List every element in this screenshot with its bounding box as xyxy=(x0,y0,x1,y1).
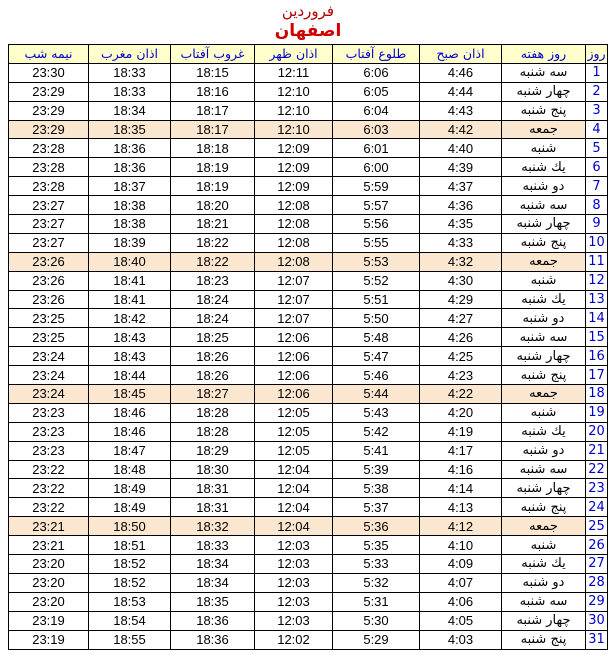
cell-midnight: 23:21 xyxy=(9,517,89,536)
cell-day: 15 xyxy=(586,328,608,347)
header-day: روز xyxy=(587,46,606,62)
cell-sunset: 18:34 xyxy=(171,573,255,592)
cell-midnight: 23:25 xyxy=(9,309,89,328)
cell-weekday: چهار شنبه xyxy=(502,215,586,234)
cell-sunset: 18:36 xyxy=(171,630,255,649)
cell-maghrib: 18:52 xyxy=(89,573,171,592)
table-row xyxy=(9,158,608,177)
cell-sunset: 18:26 xyxy=(171,347,255,366)
cell-weekday: يك شنبه xyxy=(502,555,586,574)
cell-sunset: 18:17 xyxy=(171,101,255,120)
cell-sunrise: 5:42 xyxy=(333,422,420,441)
cell-dhuhr: 12:09 xyxy=(255,158,333,177)
cell-sunrise: 6:01 xyxy=(333,139,420,158)
cell-midnight: 23:29 xyxy=(9,82,89,101)
table-row xyxy=(9,479,608,498)
cell-sunset: 18:28 xyxy=(171,403,255,422)
cell-maghrib: 18:35 xyxy=(89,120,171,139)
cell-sunrise: 5:56 xyxy=(333,215,420,234)
cell-fajr: 4:03 xyxy=(420,630,502,649)
cell-day: 10 xyxy=(586,233,608,252)
cell-maghrib: 18:33 xyxy=(89,82,171,101)
cell-weekday: چهار شنبه xyxy=(502,611,586,630)
cell-midnight: 23:26 xyxy=(9,271,89,290)
table-row xyxy=(9,441,608,460)
cell-day: 1 xyxy=(586,63,608,82)
cell-midnight: 23:22 xyxy=(9,498,89,517)
cell-maghrib: 18:51 xyxy=(89,536,171,555)
cell-maghrib: 18:38 xyxy=(89,215,171,234)
cell-fajr: 4:29 xyxy=(420,290,502,309)
cell-weekday: دو شنبه xyxy=(502,177,586,196)
cell-sunset: 18:29 xyxy=(171,441,255,460)
cell-sunrise: 5:32 xyxy=(333,573,420,592)
cell-fajr: 4:12 xyxy=(420,517,502,536)
cell-fajr: 4:43 xyxy=(420,101,502,120)
cell-day: 7 xyxy=(586,177,608,196)
header-midnight: نیمه شب xyxy=(9,45,89,64)
cell-weekday: دو شنبه xyxy=(502,309,586,328)
cell-dhuhr: 12:03 xyxy=(255,555,333,574)
cell-weekday: سه شنبه xyxy=(502,460,586,479)
cell-weekday: جمعه xyxy=(502,252,586,271)
cell-day: 5 xyxy=(586,139,608,158)
table-row xyxy=(9,460,608,479)
cell-sunrise: 5:33 xyxy=(333,555,420,574)
cell-maghrib: 18:48 xyxy=(89,460,171,479)
cell-weekday: پنج شنبه xyxy=(502,233,586,252)
cell-dhuhr: 12:06 xyxy=(255,328,333,347)
cell-midnight: 23:19 xyxy=(9,611,89,630)
cell-weekday: سه شنبه xyxy=(502,592,586,611)
cell-maghrib: 18:36 xyxy=(89,158,171,177)
cell-fajr: 4:25 xyxy=(420,347,502,366)
cell-dhuhr: 12:06 xyxy=(255,366,333,385)
cell-midnight: 23:24 xyxy=(9,347,89,366)
cell-maghrib: 18:33 xyxy=(89,63,171,82)
table-row xyxy=(9,63,608,82)
cell-day: 22 xyxy=(586,460,608,479)
header-weekday: روز هفته xyxy=(502,45,586,64)
cell-sunrise: 5:52 xyxy=(333,271,420,290)
cell-sunrise: 5:29 xyxy=(333,630,420,649)
cell-sunset: 18:19 xyxy=(171,158,255,177)
cell-midnight: 23:22 xyxy=(9,460,89,479)
cell-maghrib: 18:55 xyxy=(89,630,171,649)
table-row xyxy=(9,82,608,101)
table-row xyxy=(9,233,608,252)
table-body xyxy=(9,63,608,649)
cell-day: 4 xyxy=(586,120,608,139)
table-row xyxy=(9,101,608,120)
table-row xyxy=(9,385,608,404)
cell-maghrib: 18:45 xyxy=(89,385,171,404)
cell-sunrise: 5:43 xyxy=(333,403,420,422)
cell-weekday: سه شنبه xyxy=(502,63,586,82)
cell-dhuhr: 12:03 xyxy=(255,536,333,555)
cell-fajr: 4:30 xyxy=(420,271,502,290)
cell-sunrise: 5:44 xyxy=(333,385,420,404)
cell-maghrib: 18:38 xyxy=(89,196,171,215)
cell-sunrise: 6:04 xyxy=(333,101,420,120)
cell-maghrib: 18:37 xyxy=(89,177,171,196)
cell-weekday: سه شنبه xyxy=(502,328,586,347)
table-row xyxy=(9,347,608,366)
cell-fajr: 4:07 xyxy=(420,573,502,592)
cell-day: 14 xyxy=(586,309,608,328)
cell-sunrise: 5:46 xyxy=(333,366,420,385)
cell-weekday: شنبه xyxy=(502,139,586,158)
cell-day: 30 xyxy=(586,611,608,630)
cell-sunrise: 5:30 xyxy=(333,611,420,630)
cell-midnight: 23:24 xyxy=(9,385,89,404)
cell-sunrise: 5:48 xyxy=(333,328,420,347)
table-row xyxy=(9,366,608,385)
cell-fajr: 4:32 xyxy=(420,252,502,271)
cell-fajr: 4:42 xyxy=(420,120,502,139)
cell-sunrise: 5:50 xyxy=(333,309,420,328)
cell-midnight: 23:29 xyxy=(9,120,89,139)
header-fajr: اذان صبح xyxy=(420,45,502,64)
cell-midnight: 23:27 xyxy=(9,215,89,234)
cell-fajr: 4:17 xyxy=(420,441,502,460)
cell-fajr: 4:44 xyxy=(420,82,502,101)
cell-weekday: پنج شنبه xyxy=(502,498,586,517)
cell-maghrib: 18:49 xyxy=(89,498,171,517)
table-row xyxy=(9,139,608,158)
cell-weekday: يك شنبه xyxy=(502,290,586,309)
table-row xyxy=(9,422,608,441)
cell-maghrib: 18:36 xyxy=(89,139,171,158)
cell-sunset: 18:25 xyxy=(171,328,255,347)
cell-day: 2 xyxy=(586,82,608,101)
cell-dhuhr: 12:09 xyxy=(255,177,333,196)
cell-sunrise: 5:36 xyxy=(333,517,420,536)
cell-fajr: 4:20 xyxy=(420,403,502,422)
cell-maghrib: 18:41 xyxy=(89,290,171,309)
month-title: فروردین xyxy=(281,2,335,20)
cell-sunrise: 5:59 xyxy=(333,177,420,196)
table-row xyxy=(9,611,608,630)
table-row xyxy=(9,630,608,649)
cell-day: 25 xyxy=(586,517,608,536)
cell-maghrib: 18:43 xyxy=(89,328,171,347)
cell-sunset: 18:30 xyxy=(171,460,255,479)
cell-midnight: 23:25 xyxy=(9,328,89,347)
cell-midnight: 23:23 xyxy=(9,441,89,460)
cell-midnight: 23:27 xyxy=(9,233,89,252)
cell-fajr: 4:05 xyxy=(420,611,502,630)
cell-sunrise: 5:57 xyxy=(333,196,420,215)
cell-dhuhr: 12:04 xyxy=(255,498,333,517)
cell-dhuhr: 12:04 xyxy=(255,479,333,498)
table-row xyxy=(9,252,608,271)
cell-weekday: سه شنبه xyxy=(502,196,586,215)
cell-sunrise: 5:31 xyxy=(333,592,420,611)
cell-day: 27 xyxy=(586,555,608,574)
cell-dhuhr: 12:08 xyxy=(255,233,333,252)
cell-sunset: 18:34 xyxy=(171,555,255,574)
cell-weekday: جمعه xyxy=(502,120,586,139)
cell-sunset: 18:24 xyxy=(171,290,255,309)
cell-day: 3 xyxy=(586,101,608,120)
cell-sunrise: 5:53 xyxy=(333,252,420,271)
cell-sunrise: 5:41 xyxy=(333,441,420,460)
table-row xyxy=(9,536,608,555)
cell-dhuhr: 12:08 xyxy=(255,215,333,234)
cell-weekday: يك شنبه xyxy=(502,158,586,177)
cell-fajr: 4:46 xyxy=(420,63,502,82)
cell-dhuhr: 12:05 xyxy=(255,403,333,422)
cell-sunset: 18:23 xyxy=(171,271,255,290)
cell-fajr: 4:40 xyxy=(420,139,502,158)
cell-fajr: 4:06 xyxy=(420,592,502,611)
cell-weekday: چهار شنبه xyxy=(502,479,586,498)
cell-day: 29 xyxy=(586,592,608,611)
cell-sunrise: 5:55 xyxy=(333,233,420,252)
cell-dhuhr: 12:07 xyxy=(255,290,333,309)
cell-sunset: 18:17 xyxy=(171,120,255,139)
cell-weekday: جمعه xyxy=(502,517,586,536)
cell-midnight: 23:22 xyxy=(9,479,89,498)
cell-day: 16 xyxy=(586,347,608,366)
cell-maghrib: 18:53 xyxy=(89,592,171,611)
cell-sunset: 18:35 xyxy=(171,592,255,611)
table-header-row xyxy=(9,45,608,64)
cell-fajr: 4:16 xyxy=(420,460,502,479)
cell-weekday: چهار شنبه xyxy=(502,82,586,101)
cell-fajr: 4:27 xyxy=(420,309,502,328)
cell-sunset: 18:26 xyxy=(171,366,255,385)
cell-dhuhr: 12:10 xyxy=(255,82,333,101)
table-row xyxy=(9,403,608,422)
cell-fajr: 4:13 xyxy=(420,498,502,517)
cell-weekday: دو شنبه xyxy=(502,441,586,460)
cell-midnight: 23:27 xyxy=(9,196,89,215)
cell-dhuhr: 12:04 xyxy=(255,460,333,479)
cell-midnight: 23:28 xyxy=(9,139,89,158)
cell-maghrib: 18:49 xyxy=(89,479,171,498)
cell-dhuhr: 12:02 xyxy=(255,630,333,649)
table-row xyxy=(9,177,608,196)
cell-day: 19 xyxy=(586,403,608,422)
cell-midnight: 23:20 xyxy=(9,592,89,611)
cell-dhuhr: 12:03 xyxy=(255,592,333,611)
cell-sunset: 18:22 xyxy=(171,233,255,252)
table-row xyxy=(9,290,608,309)
cell-dhuhr: 12:05 xyxy=(255,422,333,441)
cell-midnight: 23:19 xyxy=(9,630,89,649)
cell-sunrise: 5:39 xyxy=(333,460,420,479)
prayer-times-table xyxy=(8,44,608,650)
table-row xyxy=(9,120,608,139)
header-maghrib: اذان مغرب xyxy=(89,45,171,64)
cell-fajr: 4:23 xyxy=(420,366,502,385)
table-row xyxy=(9,328,608,347)
cell-maghrib: 18:41 xyxy=(89,271,171,290)
cell-sunset: 18:15 xyxy=(171,63,255,82)
cell-sunset: 18:16 xyxy=(171,82,255,101)
cell-day: 13 xyxy=(586,290,608,309)
cell-day: 23 xyxy=(586,479,608,498)
cell-dhuhr: 12:04 xyxy=(255,517,333,536)
cell-midnight: 23:30 xyxy=(9,63,89,82)
cell-maghrib: 18:46 xyxy=(89,403,171,422)
cell-sunrise: 6:05 xyxy=(333,82,420,101)
cell-maghrib: 18:47 xyxy=(89,441,171,460)
cell-weekday: دو شنبه xyxy=(502,573,586,592)
cell-fajr: 4:39 xyxy=(420,158,502,177)
cell-sunset: 18:24 xyxy=(171,309,255,328)
table-row xyxy=(9,555,608,574)
cell-sunrise: 5:51 xyxy=(333,290,420,309)
cell-sunrise: 6:00 xyxy=(333,158,420,177)
cell-weekday: يك شنبه xyxy=(502,422,586,441)
cell-day: 31 xyxy=(586,630,608,649)
cell-midnight: 23:28 xyxy=(9,158,89,177)
table-row xyxy=(9,309,608,328)
cell-midnight: 23:20 xyxy=(9,573,89,592)
cell-midnight: 23:24 xyxy=(9,366,89,385)
cell-sunset: 18:31 xyxy=(171,498,255,517)
cell-midnight: 23:21 xyxy=(9,536,89,555)
cell-fajr: 4:33 xyxy=(420,233,502,252)
cell-sunset: 18:20 xyxy=(171,196,255,215)
cell-weekday: شنبه xyxy=(502,403,586,422)
cell-dhuhr: 12:10 xyxy=(255,101,333,120)
cell-dhuhr: 12:07 xyxy=(255,309,333,328)
cell-maghrib: 18:34 xyxy=(89,101,171,120)
cell-weekday: پنج شنبه xyxy=(502,630,586,649)
cell-maghrib: 18:42 xyxy=(89,309,171,328)
cell-weekday: شنبه xyxy=(502,536,586,555)
cell-weekday: جمعه xyxy=(502,385,586,404)
cell-maghrib: 18:39 xyxy=(89,233,171,252)
cell-sunset: 18:33 xyxy=(171,536,255,555)
cell-sunrise: 6:03 xyxy=(333,120,420,139)
cell-day: 24 xyxy=(586,498,608,517)
cell-sunrise: 5:38 xyxy=(333,479,420,498)
table-row xyxy=(9,498,608,517)
cell-dhuhr: 12:03 xyxy=(255,573,333,592)
cell-day: 18 xyxy=(586,385,608,404)
cell-dhuhr: 12:07 xyxy=(255,271,333,290)
cell-day: 20 xyxy=(586,422,608,441)
cell-dhuhr: 12:06 xyxy=(255,347,333,366)
cell-midnight: 23:20 xyxy=(9,555,89,574)
cell-dhuhr: 12:08 xyxy=(255,252,333,271)
cell-sunset: 18:21 xyxy=(171,215,255,234)
cell-fajr: 4:35 xyxy=(420,215,502,234)
cell-maghrib: 18:44 xyxy=(89,366,171,385)
cell-fajr: 4:10 xyxy=(420,536,502,555)
cell-maghrib: 18:54 xyxy=(89,611,171,630)
cell-weekday: پنج شنبه xyxy=(502,101,586,120)
cell-sunset: 18:22 xyxy=(171,252,255,271)
cell-day: 28 xyxy=(586,573,608,592)
cell-fajr: 4:09 xyxy=(420,555,502,574)
cell-fajr: 4:19 xyxy=(420,422,502,441)
cell-fajr: 4:36 xyxy=(420,196,502,215)
header-sunset: غروب آفتاب xyxy=(171,45,255,64)
cell-midnight: 23:28 xyxy=(9,177,89,196)
header-sunrise: طلوع آفتاب xyxy=(333,45,420,64)
cell-day: 11 xyxy=(586,252,608,271)
cell-sunset: 18:32 xyxy=(171,517,255,536)
cell-day: 6 xyxy=(586,158,608,177)
cell-midnight: 23:23 xyxy=(9,422,89,441)
cell-dhuhr: 12:03 xyxy=(255,611,333,630)
cell-sunset: 18:28 xyxy=(171,422,255,441)
cell-maghrib: 18:40 xyxy=(89,252,171,271)
cell-fajr: 4:22 xyxy=(420,385,502,404)
table-row xyxy=(9,196,608,215)
table-row xyxy=(9,215,608,234)
cell-dhuhr: 12:09 xyxy=(255,139,333,158)
table-row xyxy=(9,592,608,611)
cell-weekday: شنبه xyxy=(502,271,586,290)
cell-dhuhr: 12:05 xyxy=(255,441,333,460)
cell-sunset: 18:31 xyxy=(171,479,255,498)
cell-dhuhr: 12:10 xyxy=(255,120,333,139)
cell-fajr: 4:37 xyxy=(420,177,502,196)
table-row xyxy=(9,517,608,536)
table-row xyxy=(9,573,608,592)
cell-fajr: 4:26 xyxy=(420,328,502,347)
cell-midnight: 23:26 xyxy=(9,290,89,309)
cell-fajr: 4:14 xyxy=(420,479,502,498)
cell-sunset: 18:36 xyxy=(171,611,255,630)
cell-sunset: 18:19 xyxy=(171,177,255,196)
cell-sunrise: 5:47 xyxy=(333,347,420,366)
cell-sunset: 18:27 xyxy=(171,385,255,404)
cell-maghrib: 18:43 xyxy=(89,347,171,366)
cell-sunset: 18:18 xyxy=(171,139,255,158)
cell-midnight: 23:29 xyxy=(9,101,89,120)
cell-maghrib: 18:46 xyxy=(89,422,171,441)
table-row xyxy=(9,271,608,290)
cell-sunrise: 5:37 xyxy=(333,498,420,517)
cell-weekday: پنج شنبه xyxy=(502,366,586,385)
cell-day: 21 xyxy=(586,441,608,460)
cell-weekday: چهار شنبه xyxy=(502,347,586,366)
cell-dhuhr: 12:11 xyxy=(255,63,333,82)
cell-day: 9 xyxy=(586,215,608,234)
cell-day: 17 xyxy=(586,366,608,385)
cell-sunrise: 5:35 xyxy=(333,536,420,555)
city-title: اصفهان xyxy=(274,21,342,41)
cell-maghrib: 18:50 xyxy=(89,517,171,536)
cell-maghrib: 18:52 xyxy=(89,555,171,574)
cell-sunrise: 6:06 xyxy=(333,63,420,82)
cell-dhuhr: 12:08 xyxy=(255,196,333,215)
cell-dhuhr: 12:06 xyxy=(255,385,333,404)
cell-day: 12 xyxy=(586,271,608,290)
cell-midnight: 23:23 xyxy=(9,403,89,422)
header-dhuhr: اذان ظهر xyxy=(255,45,333,64)
cell-midnight: 23:26 xyxy=(9,252,89,271)
cell-day: 26 xyxy=(586,536,608,555)
cell-day: 8 xyxy=(586,196,608,215)
